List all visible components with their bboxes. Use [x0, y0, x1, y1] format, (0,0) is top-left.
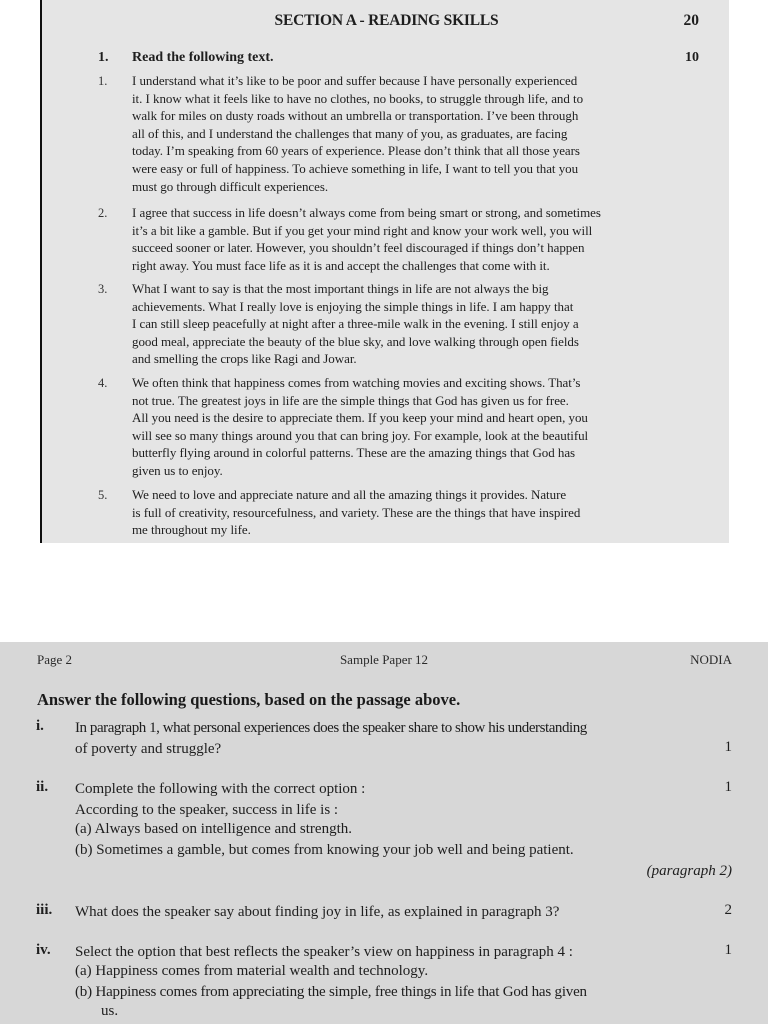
question-ii-line-1: Complete the following with the correct option :: [75, 781, 366, 797]
text-line: What I want to say is that the most important things in life are not always the big: [132, 281, 549, 296]
section-marks: 20: [683, 12, 699, 29]
question-i-line-2: of poverty and struggle?: [75, 741, 222, 757]
text-line: and smelling the crops like Ragi and Jowar.: [132, 351, 357, 367]
question-iii-number: iii.: [36, 902, 53, 918]
question-title: Read the following text.: [132, 50, 274, 65]
text-line: We need to love and appreciate nature and all the amazing things it provides. Nature: [132, 487, 567, 502]
paragraph-text: [132, 280, 702, 368]
text-line: not true. The greatest joys in life are the simple things that God has given us for free.: [132, 392, 569, 408]
question-iii-marks: 2: [724, 902, 732, 918]
passage-page: [40, 0, 729, 543]
paragraph-number: 5.: [98, 488, 108, 502]
text-line: I understand what it’s like to be poor and suffer because I have personally experienced: [132, 73, 578, 88]
question-iv-number: iv.: [36, 942, 51, 958]
paragraph-number: 1.: [98, 74, 108, 88]
question-iv-marks: 1: [724, 942, 732, 958]
question-ii-option-a: (a) Always based on intelligence and strength.: [75, 821, 353, 837]
question-iv-option-b-continued: us.: [101, 1003, 119, 1019]
text-line: will see so many things around you that can bring joy. For example, look at the beautiful: [132, 427, 589, 443]
text-line: it. I know what it feels like to have no clothes, no books, to struggle through life, and to: [132, 90, 584, 106]
text-line: good meal, appreciate the beauty of the blue sky, and love walking through open fields: [132, 333, 579, 349]
text-line: butterfly flying around in colorful patterns. These are the amazing things that God has: [132, 445, 576, 461]
question-marks: 10: [685, 50, 699, 65]
text-line: is full of creativity, resourcefulness, and variety. These are the things that have inspired: [132, 504, 581, 520]
question-ii-marks: 1: [724, 779, 732, 795]
text-line: All you need is the desire to appreciate them. If you keep your mind and heart open, you: [132, 410, 588, 426]
text-line: right away. You must face life as it is and accept the challenges that come with it.: [132, 257, 550, 273]
paper-title: Sample Paper 12: [339, 652, 429, 667]
text-line: today. I’m speaking from 60 years of experience. Please don’t think that all those years: [132, 143, 580, 159]
text-line: it’s a bit like a gamble. But if you get your mind right and know your work well, you will: [132, 222, 593, 238]
question-ii-reference: (paragraph 2): [646, 863, 732, 879]
text-line: achievements. What I really love is enjoying the simple things in life. I am happy that: [132, 298, 574, 314]
paragraph-text: [132, 72, 702, 195]
text-line: walk for miles on dusty roads without an umbrella or transportation. I’ve been through: [132, 108, 579, 124]
question-i-line-1: In paragraph 1, what personal experiences does the speaker share to show his understanding: [75, 720, 587, 736]
paragraph-number: 3.: [98, 282, 108, 296]
question-i-number: i.: [36, 718, 44, 734]
text-line: me throughout my life.: [132, 522, 251, 538]
text-line: were easy or full of happiness. To achieve something in life, I want to tell you that you: [132, 160, 579, 176]
question-ii-number: ii.: [36, 779, 49, 795]
text-line: We often think that happiness comes from watching movies and exciting shows. That’s: [132, 375, 581, 390]
paragraph-number: 4.: [98, 376, 108, 390]
text-line: I can still sleep peacefully at night after a three-mile walk in the evening. I still enjoy a: [132, 316, 579, 332]
paragraph-number: 2.: [98, 206, 108, 220]
questions-heading: Answer the following questions, based on the passage above.: [37, 690, 461, 709]
question-ii-option-b: (b) Sometimes a gamble, but comes from knowing your job well and being patient.: [75, 842, 574, 858]
section-title: SECTION A - READING SKILLS: [274, 12, 499, 29]
question-number: 1.: [98, 50, 109, 65]
page-number: Page 2: [37, 652, 73, 667]
question-ii-line-2: According to the speaker, success in life is :: [75, 802, 339, 818]
publisher-name: NODIA: [690, 652, 732, 667]
paragraph-text: [132, 204, 702, 274]
question-iv-option-a: (a) Happiness comes from material wealth and technology.: [75, 963, 429, 979]
paragraph-text: [132, 374, 702, 480]
text-line: I agree that success in life doesn’t always come from being smart or strong, and sometimes: [132, 205, 601, 220]
text-line: all of this, and I understand the challenges that many of you, as graduates, are facing: [132, 125, 568, 141]
text-line: given us to enjoy.: [132, 462, 223, 478]
text-line: succeed sooner or later. However, you shouldn’t feel discouraged if things don’t happen: [132, 240, 585, 256]
text-line: must go through difficult experiences.: [132, 178, 329, 194]
question-iv-line-1: Select the option that best reflects the speaker’s view on happiness in paragraph 4 :: [75, 944, 573, 960]
paragraph-text: [132, 486, 702, 539]
question-i-marks: 1: [724, 739, 732, 755]
question-iii-line-1: What does the speaker say about finding joy in life, as explained in paragraph 3?: [75, 904, 560, 920]
question-iv-option-b: (b) Happiness comes from appreciating the simple, free things in life that God has given: [75, 984, 587, 1000]
